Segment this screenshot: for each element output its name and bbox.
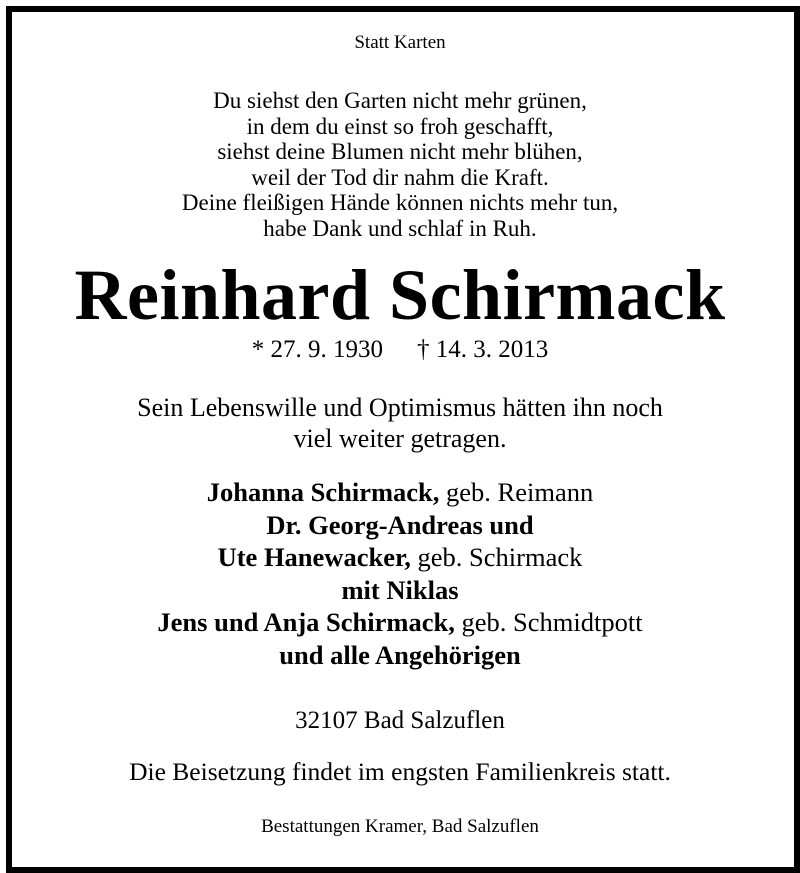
mourner-note: geb. Schirmack (410, 542, 583, 572)
mourner-name: mit Niklas (341, 574, 459, 605)
mourner-note: geb. Schmidtpott (454, 607, 643, 637)
poem-line: siehst deine Blumen nicht mehr blühen, (217, 139, 583, 164)
tribute-line: viel weiter getragen. (293, 424, 507, 453)
mourner-name: Jens und Anja Schirmack, (157, 607, 455, 637)
obituary-content (12, 12, 788, 861)
mourner-note: geb. Reimann (439, 477, 594, 507)
header-statt-karten: Statt Karten (354, 32, 446, 53)
poem-line: Du siehst den Garten nicht mehr grünen, (213, 88, 587, 113)
mourner-name: und alle Angehörigen (279, 639, 521, 670)
mourner-line (12, 541, 788, 574)
poem-line: Deine fleißigen Hände können nichts mehr tun, (181, 190, 619, 215)
mourner-line (12, 639, 788, 672)
poem-line: weil der Tod dir nahm die Kraft. (251, 164, 549, 190)
mourner-line (12, 606, 788, 639)
funeral-home: Bestattungen Kramer, Bad Salzuflen (261, 816, 539, 837)
life-dates (12, 336, 788, 364)
mourner-line (12, 574, 788, 607)
mourner-name: Dr. Georg-Andreas und (266, 509, 534, 540)
poem-line: habe Dank und schlaf in Ruh. (263, 215, 537, 241)
death-date: † 14. 3. 2013 (417, 336, 549, 363)
poem-line: in dem du einst so froh geschafft, (246, 113, 554, 139)
location: 32107 Bad Salzuflen (295, 707, 505, 734)
birth-date: * 27. 9. 1930 (251, 336, 383, 363)
mourner-name: Ute Hanewacker, (217, 542, 411, 572)
deceased-name: Reinhard Schirmack (74, 255, 726, 335)
mourner-line (12, 509, 788, 542)
mourner-line (12, 476, 788, 509)
tribute-line: Sein Lebenswille und Optimismus hätten ihn noch (137, 393, 663, 422)
mourner-name: Johanna Schirmack, (206, 477, 440, 507)
funeral-note: Die Beisetzung findet im engsten Familienkreis statt. (129, 757, 671, 786)
